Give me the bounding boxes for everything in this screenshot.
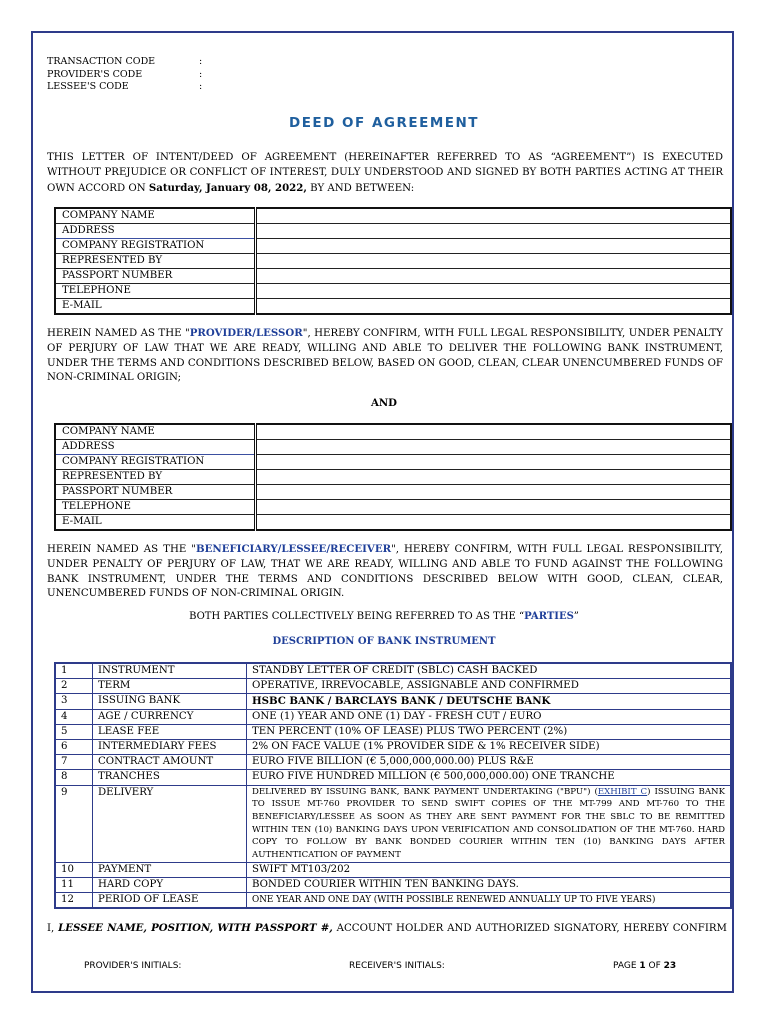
- field-label: COMPANY REGISTRATION: [55, 455, 256, 470]
- field-label: PASSPORT NUMBER: [55, 269, 256, 284]
- code-sep: :: [199, 68, 203, 80]
- row-label: CONTRACT AMOUNT: [93, 755, 247, 770]
- field-label: COMPANY NAME: [55, 208, 256, 224]
- row-value: ONE (1) YEAR AND ONE (1) DAY - FRESH CUT / EURO: [247, 709, 732, 724]
- row-label: ISSUING BANK: [93, 694, 247, 709]
- field-value[interactable]: [256, 440, 732, 455]
- row-number: 10: [55, 862, 93, 877]
- row-number: 5: [55, 724, 93, 739]
- code-label: TRANSACTION CODE: [47, 56, 156, 67]
- row-label: INTERMEDIARY FEES: [93, 739, 247, 754]
- field-value[interactable]: [256, 224, 732, 239]
- field-label: TELEPHONE: [55, 500, 256, 515]
- field-value[interactable]: [256, 485, 732, 500]
- table-row: [55, 862, 731, 877]
- field-value[interactable]: [256, 424, 732, 440]
- field-value[interactable]: [256, 470, 732, 485]
- provider-paragraph: [47, 326, 723, 386]
- field-label: ADDRESS: [55, 440, 256, 455]
- table-row: [55, 770, 731, 785]
- table-row: [55, 724, 731, 739]
- row-value: TEN PERCENT (10% OF LEASE) PLUS TWO PERCENT (2%): [247, 724, 732, 739]
- receiver-para-post: ", HEREBY CONFIRM, WITH FULL LEGAL RESPONSIBILITY, UNDER PENALTY OF PERJURY OF LAW, THAT WE ARE READY, WILLING AND ABLE TO FUND AGAINST THE FOLLOWING BANK INSTRUMENT, UNDER THE TERMS AND CONDITIONS DESCRIBED BELOW WITH GOOD, CLEAN, CLEAR, UNENCUMBERED FUNDS OF NON-CRIMINAL ORIGIN.: [47, 544, 723, 600]
- page-current: 1: [639, 961, 646, 971]
- field-value[interactable]: [256, 515, 732, 531]
- table-row: [55, 709, 731, 724]
- field-label: ADDRESS: [55, 224, 256, 239]
- page-total: 23: [663, 961, 677, 971]
- delivery-pre: DELIVERED BY ISSUING BANK, BANK PAYMENT UNDERTAKING ("BPU") (: [252, 786, 598, 797]
- row-label: AGE / CURRENCY: [93, 709, 247, 724]
- table-row: [55, 755, 731, 770]
- field-value[interactable]: [256, 299, 732, 315]
- row-label: INSTRUMENT: [93, 663, 247, 679]
- and-label: AND: [370, 397, 398, 409]
- row-value: ONE YEAR AND ONE DAY (WITH POSSIBLE RENEWED ANNUALLY UP TO FIVE YEARS): [247, 893, 732, 909]
- parties-line-post: ”: [573, 611, 579, 622]
- instrument-table: [54, 662, 732, 909]
- page-mid: OF: [645, 961, 664, 971]
- table-row: [55, 739, 731, 754]
- row-number: 3: [55, 694, 93, 709]
- row-value: OPERATIVE, IRREVOCABLE, ASSIGNABLE AND CONFIRMED: [247, 679, 732, 694]
- delivery-value: [247, 785, 732, 862]
- field-value[interactable]: [256, 239, 732, 254]
- page-number: [613, 961, 676, 971]
- table-row: [55, 694, 731, 709]
- row-label: LEASE FEE: [93, 724, 247, 739]
- field-value[interactable]: [256, 455, 732, 470]
- receiver-role: BENEFICIARY/LESSEE/RECEIVER: [196, 543, 392, 555]
- field-label: PASSPORT NUMBER: [55, 485, 256, 500]
- code-label: PROVIDER'S CODE: [47, 68, 143, 80]
- confirm-pre: I,: [47, 923, 59, 934]
- row-number: 9: [55, 785, 93, 862]
- table-row: [55, 679, 731, 694]
- code-sep: :: [199, 56, 203, 67]
- field-label: TELEPHONE: [55, 284, 256, 299]
- transaction-codes: [47, 56, 202, 94]
- exhibit-c-link[interactable]: EXHIBIT C: [597, 786, 648, 797]
- row-value: 2% ON FACE VALUE (1% PROVIDER SIDE & 1% RECEIVER SIDE): [247, 739, 732, 754]
- intro-tail: BY AND BETWEEN:: [306, 182, 415, 194]
- field-label: COMPANY REGISTRATION: [55, 239, 256, 254]
- row-value: STANDBY LETTER OF CREDIT (SBLC) CASH BACKED: [247, 663, 732, 679]
- confirmation-line: [47, 921, 727, 936]
- intro-paragraph: [47, 151, 723, 196]
- provider-initials: PROVIDER'S INITIALS:: [84, 961, 182, 971]
- row-label: PERIOD OF LEASE: [93, 893, 247, 909]
- intro-text: THIS LETTER OF INTENT/DEED OF AGREEMENT (HEREINAFTER REFERRED TO AS “AGREEMENT”) IS EXECUTED WITHOUT PREJUDICE OR CONFLICT OF INTEREST, DULY UNDERSTOOD AND SIGNED BY BOTH PARTIES ACTING AT THEIR OWN ACCORD ON: [47, 152, 723, 194]
- field-label: E-MAIL: [55, 299, 256, 315]
- page-title: DEED OF AGREEMENT: [289, 115, 479, 131]
- row-number: 6: [55, 739, 93, 754]
- row-number: 7: [55, 755, 93, 770]
- table-row: [55, 877, 731, 892]
- field-value[interactable]: [256, 269, 732, 284]
- description-title: DESCRIPTION OF BANK INSTRUMENT: [272, 636, 496, 647]
- receiver-details-table: [54, 423, 732, 531]
- provider-para-post: ", HEREBY CONFIRM, WITH FULL LEGAL RESPONSIBILITY, UNDER PENALTY OF PERJURY OF LAW THAT WE ARE READY, WILLING AND ABLE TO DELIVER THE FOLLOWING BANK INSTRUMENT, UNDER THE TERMS AND CONDITIONS DESCRIBED BELOW, BASED ON GOOD, CLEAN, CLEAR UNENCUMBERED FUNDS OF NON-CRIMINAL ORIGIN;: [47, 328, 724, 384]
- field-label: REPRESENTED BY: [55, 470, 256, 485]
- agreement-date: Saturday, January 08, 2022,: [148, 181, 307, 194]
- row-number: 4: [55, 709, 93, 724]
- field-value[interactable]: [256, 208, 732, 224]
- parties-line: [0, 611, 768, 622]
- field-value[interactable]: [256, 500, 732, 515]
- receiver-para-pre: HEREIN NAMED AS THE ": [47, 544, 196, 555]
- row-label: PAYMENT: [93, 862, 247, 877]
- provider-role: PROVIDER/LESSOR: [189, 327, 303, 339]
- page-pre: PAGE: [613, 961, 640, 971]
- receiver-paragraph: [47, 542, 723, 602]
- field-label: REPRESENTED BY: [55, 254, 256, 269]
- row-label: HARD COPY: [93, 877, 247, 892]
- row-value: EURO FIVE HUNDRED MILLION (€ 500,000,000.00) ONE TRANCHE: [247, 770, 732, 785]
- code-sep: :: [199, 81, 203, 92]
- row-label: TRANCHES: [93, 770, 247, 785]
- row-label: DELIVERY: [93, 785, 247, 862]
- field-label: COMPANY NAME: [55, 424, 256, 440]
- row-number: 11: [55, 877, 93, 892]
- row-label: TERM: [93, 679, 247, 694]
- row-value: EURO FIVE BILLION (€ 5,000,000,000.00) PLUS R&E: [247, 755, 732, 770]
- row-number: 1: [55, 663, 93, 679]
- parties-line-pre: BOTH PARTIES COLLECTIVELY BEING REFERRED TO AS THE “: [189, 611, 525, 622]
- provider-details-table: [54, 207, 732, 315]
- code-label: LESSEE'S CODE: [47, 81, 129, 92]
- parties-word: PARTIES: [524, 611, 574, 622]
- table-row: [55, 663, 731, 679]
- row-value: SWIFT MT103/202: [247, 862, 732, 877]
- receiver-initials: RECEIVER'S INITIALS:: [349, 961, 445, 971]
- table-row: [55, 893, 731, 909]
- field-value[interactable]: [256, 254, 732, 269]
- delivery-post: ) ISSUING BANK TO ISSUE MT-760 PROVIDER TO SEND SWIFT COPIES OF THE MT-799 AND MT-760 TO THE BENEFICIARY/LESSEE AS SOON AS THEY ARE SENT PAYMENT FOR THE SBLC TO BE REMITTED WITHIN TEN (10) BANKING DAYS UPON VERIFICATION AND CONSOLIDATION OF THE MT-760. HARD COPY TO FOLLOW BY BANK BONDED COURIER WITHIN TEN (10) BANKING DAYS AFTER AUTHENTICATION OF PAYMENT: [252, 786, 725, 861]
- field-label: E-MAIL: [55, 515, 256, 531]
- row-number: 8: [55, 770, 93, 785]
- row-number: 12: [55, 893, 93, 909]
- row-value: HSBC BANK / BARCLAYS BANK / DEUTSCHE BANK: [247, 694, 732, 709]
- lessee-placeholder: LESSEE NAME, POSITION, WITH PASSPORT #,: [58, 922, 333, 934]
- provider-para-pre: HEREIN NAMED AS THE ": [47, 328, 190, 339]
- field-value[interactable]: [256, 284, 732, 299]
- row-value: BONDED COURIER WITHIN TEN BANKING DAYS.: [247, 877, 732, 892]
- table-row: [55, 785, 731, 862]
- row-number: 2: [55, 679, 93, 694]
- confirm-post: ACCOUNT HOLDER AND AUTHORIZED SIGNATORY, HEREBY CONFIRM: [332, 923, 727, 934]
